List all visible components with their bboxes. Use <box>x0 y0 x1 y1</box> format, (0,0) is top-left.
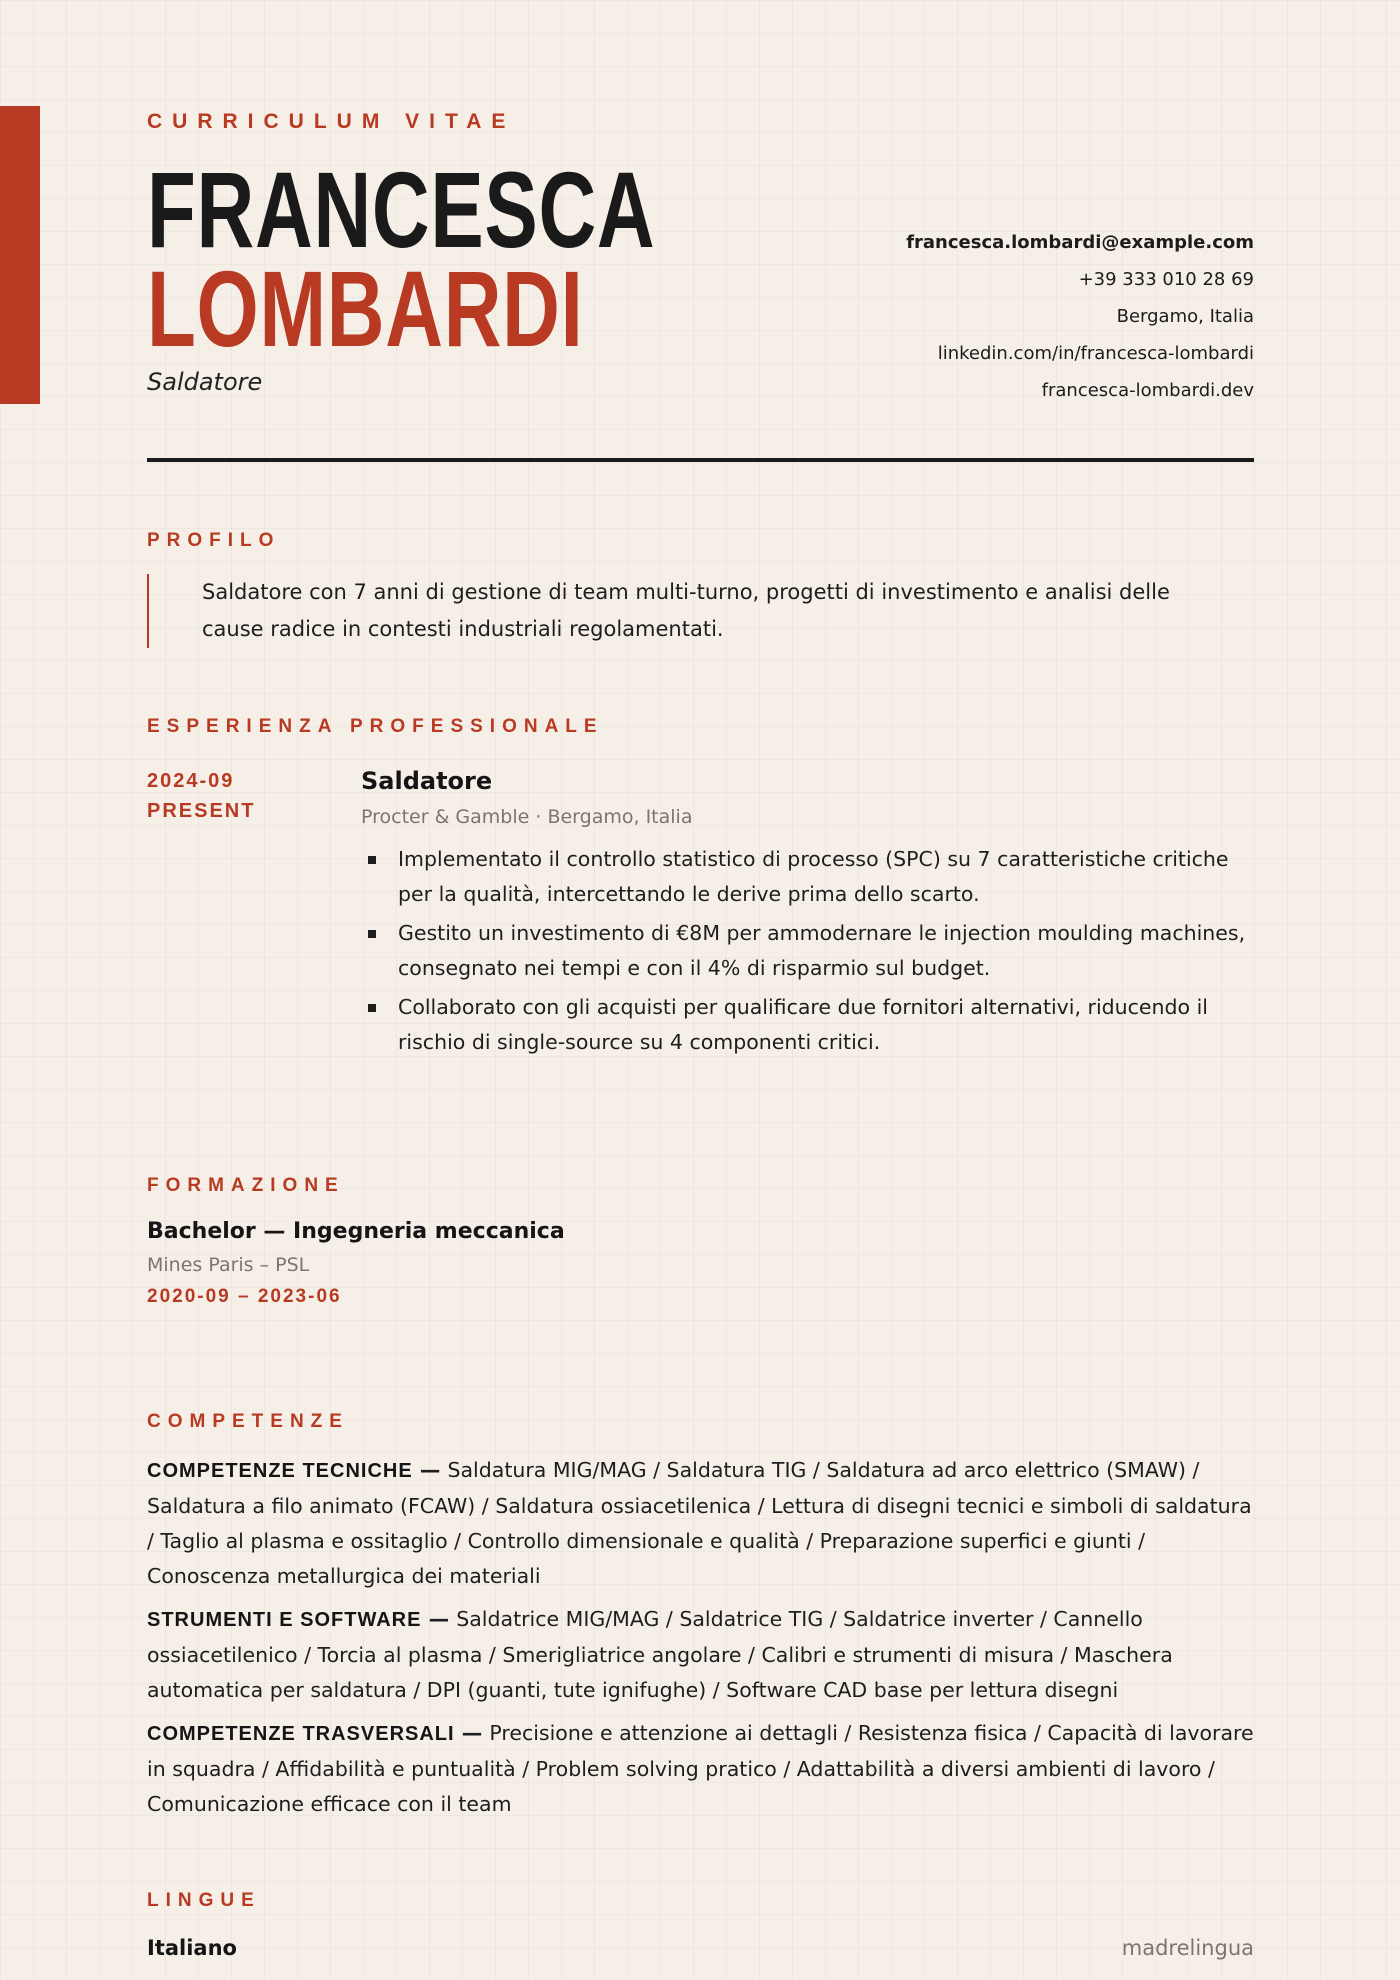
skill-separator: — <box>454 1721 490 1745</box>
list-item <box>361 916 1254 986</box>
contact-linkedin[interactable]: linkedin.com/in/francesca-lombardi <box>937 343 1254 364</box>
skill-group-label: COMPETENZE TECNICHE <box>147 1460 413 1482</box>
skill-group-tools <box>147 1602 1254 1708</box>
accent-bar <box>0 106 40 404</box>
skills-section <box>147 1411 1254 1822</box>
contact-phone[interactable]: +39 333 010 28 69 <box>1078 269 1254 290</box>
contact-email[interactable]: francesca.lombardi@example.com <box>906 232 1254 253</box>
skill-separator: — <box>412 1458 448 1482</box>
list-item <box>361 842 1254 912</box>
job-end-date: PRESENT <box>147 800 256 822</box>
education-title: FORMAZIONE <box>147 1175 345 1196</box>
skill-group-items: Saldatura MIG/MAG / Saldatura TIG / Saldatura ad arco elettrico (SMAW) / Saldatura a filo animato (FCAW) / Saldatura ossiacetilenica / Lettura di disegni tecnici e simboli di saldatura / Taglio al plasma e ossitaglio / Controllo dimensionale e qualità / Preparazione superfici e giunti / Conoscenza metallurgica dei materiali <box>147 1458 1252 1588</box>
skill-group-technical <box>147 1453 1254 1594</box>
bullet-square-icon <box>368 856 376 864</box>
job-start-date: 2024-09 <box>147 770 235 792</box>
skill-group-items: Precisione e attenzione ai dettagli / Resistenza fisica / Capacità di lavorare in squadra / Affidabilità e puntualità / Problem solving pratico / Adattabilità a diversi ambienti di lavoro / Comunicazione efficace con il team <box>147 1721 1254 1816</box>
document-eyebrow: CURRICULUM VITAE <box>147 110 516 133</box>
profile-title: PROFILO <box>147 530 281 551</box>
job-company: Procter & Gamble · Bergamo, Italia <box>361 806 693 828</box>
skills-title: COMPETENZE <box>147 1411 349 1432</box>
skill-group-soft <box>147 1716 1254 1822</box>
profile-text: Saldatore con 7 anni di gestione di team multi-turno, progetti di investimento e analisi delle cause radice in contesti industriali regolamentati. <box>147 574 1197 648</box>
list-item <box>361 990 1254 1060</box>
language-name: Italiano <box>147 1936 237 1960</box>
first-name: FRANCESCA <box>147 149 656 270</box>
last-name: LOMBARDI <box>147 248 584 369</box>
contact-list <box>906 224 1254 409</box>
bullet-text: Gestito un investimento di €8M per ammodernare le injection moulding machines, consegnato nei tempi e con il 4% di risparmio sul budget. <box>398 921 1246 980</box>
experience-title: ESPERIENZA PROFESSIONALE <box>147 716 604 737</box>
education-dates: 2020-09 – 2023-06 <box>147 1286 342 1307</box>
education-section <box>147 1175 1254 1308</box>
job-entry <box>147 766 1254 1064</box>
job-role: Saldatore <box>147 368 263 396</box>
resume-header <box>147 0 1254 462</box>
skill-separator: — <box>421 1607 457 1631</box>
profile-section <box>147 530 1254 648</box>
contact-website[interactable]: francesca-lombardi.dev <box>1041 380 1254 401</box>
skill-group-label: STRUMENTI E SOFTWARE <box>147 1609 422 1631</box>
languages-title: LINGUE <box>147 1890 261 1911</box>
language-level: madrelingua <box>1121 1936 1254 1960</box>
job-bullets <box>361 842 1254 1060</box>
skill-group-label: COMPETENZE TRASVERSALI <box>147 1723 455 1745</box>
language-row <box>147 1930 1254 1966</box>
skill-group-items: Saldatrice MIG/MAG / Saldatrice TIG / Saldatrice inverter / Cannello ossiacetilenico / Torcia al plasma / Smerigliatrice angolare / Calibri e strumenti di misura / Maschera automatica per saldatura / DPI (guanti, tute ignifughe) / Software CAD base per lettura disegni <box>147 1607 1173 1702</box>
contact-location: Bergamo, Italia <box>1116 306 1254 327</box>
education-school: Mines Paris – PSL <box>147 1254 310 1276</box>
experience-section <box>147 716 1254 1064</box>
bullet-text: Implementato il controllo statistico di processo (SPC) su 7 caratteristiche critiche per la qualità, intercettando le derive prima dello scarto. <box>398 847 1229 906</box>
job-body <box>361 766 1254 1064</box>
bullet-square-icon <box>368 930 376 938</box>
bullet-square-icon <box>368 1004 376 1012</box>
job-dates <box>147 766 361 1064</box>
resume-page <box>147 0 1254 1960</box>
bullet-text: Collaborato con gli acquisti per qualificare due fornitori alternativi, riducendo il rischio di single-source su 4 componenti critici. <box>398 995 1209 1054</box>
languages-section <box>147 1890 1254 1966</box>
education-degree: Bachelor — Ingegneria meccanica <box>147 1219 565 1244</box>
job-title: Saldatore <box>361 767 493 795</box>
